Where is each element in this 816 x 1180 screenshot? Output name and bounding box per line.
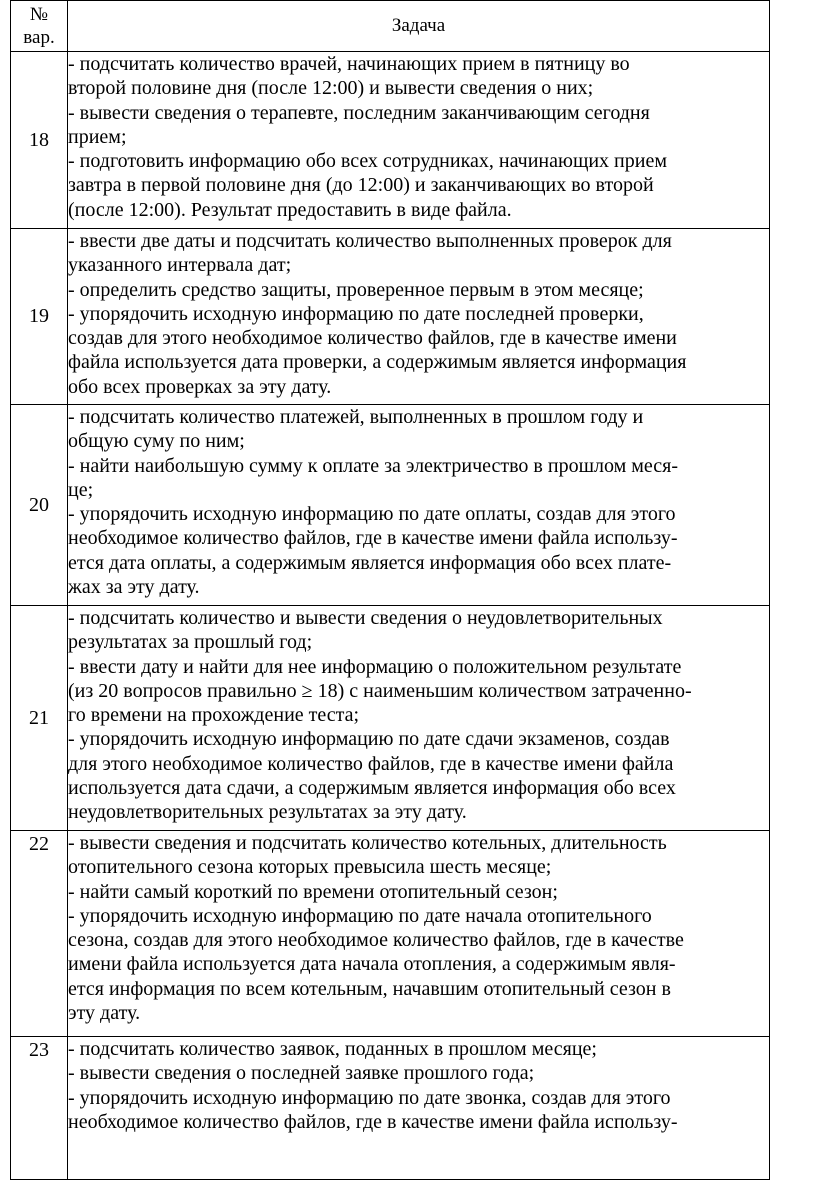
task-line: - упорядочить исходную информацию по дате оплаты, создав для этого: [68, 503, 676, 526]
variant-number: 22: [11, 831, 68, 1037]
task-line: - упорядочить исходную информацию по дате сдачи экзаменов, создав: [68, 728, 670, 751]
task-line: це;: [68, 478, 94, 501]
task-line: используется дата сдачи, а содержимым является информация обо всех: [68, 777, 676, 800]
variant-number: 18: [11, 52, 68, 229]
task-line: - подсчитать количество и вывести сведения о неудовлетворительных: [68, 607, 663, 629]
variant-number: 21: [11, 606, 68, 831]
task-line: прием;: [68, 125, 127, 148]
task-line: - ввести дату и найти для нее информацию о положительном результате: [68, 655, 682, 678]
task-line: ется информация по всем котельным, начавшим отопительный сезон в: [68, 977, 671, 1000]
task-line: - подсчитать количество врачей, начинающих прием в пятницу во: [68, 53, 630, 75]
task-line: необходимое количество файлов, где в качестве имени файла использу-: [68, 527, 678, 550]
header-number-sign: №: [29, 4, 49, 25]
task-line: эту дату.: [68, 1002, 141, 1025]
task-line: - вывести сведения о терапевте, последним заканчивающим сегодня: [68, 101, 650, 124]
task-line: указанного интервала дат;: [68, 254, 292, 277]
task-line: файла используется дата проверки, а содержимым является информация: [68, 351, 687, 374]
task-text: [68, 229, 770, 405]
task-line: - подсчитать количество платежей, выполненных в прошлом году и: [68, 406, 644, 428]
task-line: обо всех проверках за эту дату.: [68, 375, 332, 398]
task-line: результатах за прошлый год;: [68, 631, 313, 654]
header-variant-abbr: вар.: [23, 27, 55, 48]
task-line: - вывести сведения о последней заявке прошлого года;: [68, 1062, 535, 1085]
task-text: [68, 606, 770, 831]
task-line: - ввести две даты и подсчитать количество выполненных проверок для: [68, 230, 672, 252]
task-line: - найти самый короткий по времени отопительный сезон;: [68, 880, 558, 903]
task-line: второй половине дня (после 12:00) и вывести сведения о них;: [68, 77, 594, 100]
table-row: [11, 405, 770, 606]
task-line: завтра в первой половине дня (до 12:00) и заканчивающих во второй: [68, 174, 654, 197]
table-row: [11, 52, 770, 229]
task-line: неудовлетворительных результатах за эту дату.: [68, 801, 467, 824]
variant-number: 19: [11, 229, 68, 405]
task-line: - упорядочить исходную информацию по дате начала отопительного: [68, 904, 652, 927]
task-line: имени файла используется дата начала отопления, а содержимым явля-: [68, 953, 676, 976]
task-line: создав для этого необходимое количество файлов, где в качестве имени: [68, 327, 677, 350]
task-line: - подготовить информацию обо всех сотрудниках, начинающих прием: [68, 150, 667, 173]
task-line: жах за эту дату.: [68, 576, 200, 599]
task-line: ется дата оплаты, а содержимым является информация обо всех плате-: [68, 551, 672, 574]
task-line: - подсчитать количество заявок, поданных в прошлом месяце;: [68, 1038, 597, 1060]
task-line: - упорядочить исходную информацию по дате звонка, создав для этого: [68, 1086, 671, 1109]
task-line: общую суму по ним;: [68, 430, 245, 453]
table-row: [11, 229, 770, 405]
variant-number: 20: [11, 405, 68, 606]
table-header-row: [11, 1, 770, 52]
task-line: - вывести сведения и подсчитать количество котельных, длительность: [68, 832, 667, 854]
task-line: - упорядочить исходную информацию по дате последней проверки,: [68, 302, 644, 325]
table-row: [11, 1037, 770, 1180]
variant-number: 23: [11, 1037, 68, 1180]
task-variants-table: [10, 0, 770, 1180]
task-line: для этого необходимое количество файлов, где в качестве имени файла: [68, 752, 674, 775]
table-row: [11, 831, 770, 1037]
task-text: [68, 1037, 770, 1180]
task-line: - определить средство защиты, проверенное первым в этом месяце;: [68, 278, 644, 301]
task-line: - найти наибольшую сумму к оплате за электричество в прошлом меся-: [68, 454, 678, 477]
task-line: го времени на прохождение теста;: [68, 704, 360, 727]
task-line: (из 20 вопросов правильно ≥ 18) с наименьшим количеством затраченно-: [68, 679, 692, 702]
task-line: необходимое количество файлов, где в качестве имени файла использу-: [68, 1110, 678, 1133]
task-line: отопительного сезона которых превысила шесть месяце;: [68, 856, 552, 879]
task-text: [68, 52, 770, 229]
task-line: (после 12:00). Результат предоставить в виде файла.: [68, 198, 512, 221]
task-text: [68, 831, 770, 1037]
task-header: Задача: [68, 1, 770, 52]
task-text: [68, 405, 770, 606]
table-row: [11, 606, 770, 831]
task-line: сезона, создав для этого необходимое количество файлов, где в качестве: [68, 929, 684, 952]
variant-number-header: [11, 1, 68, 52]
